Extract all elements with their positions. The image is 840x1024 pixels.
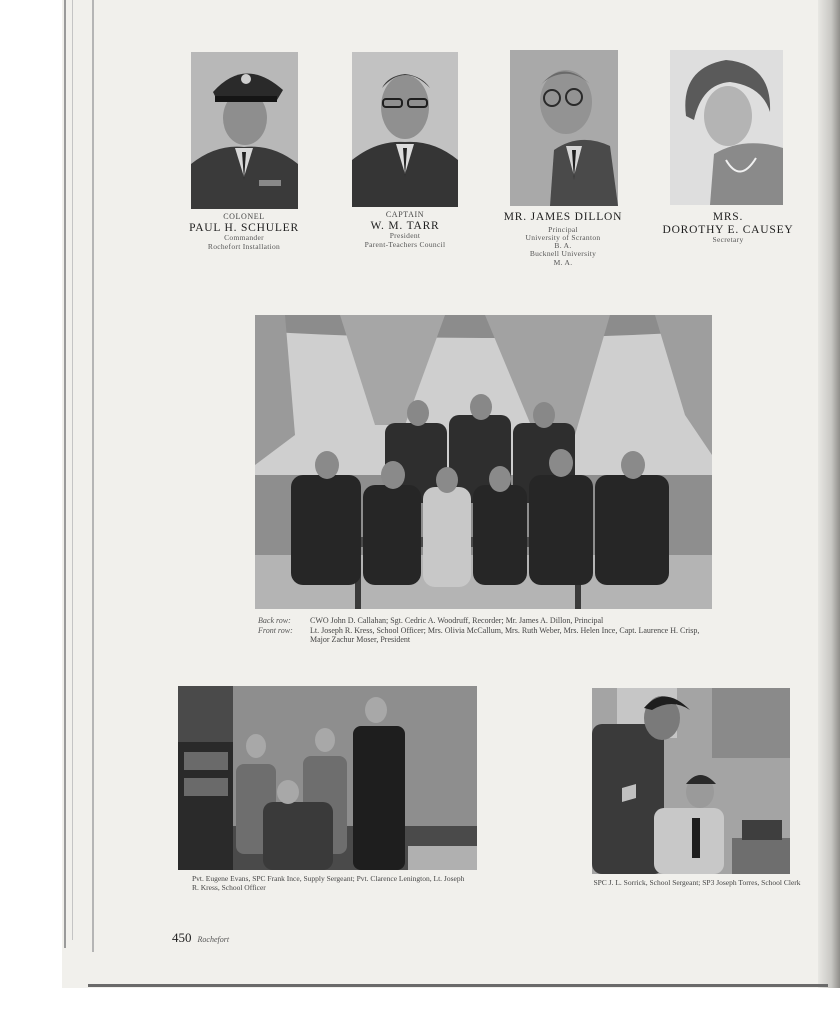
back-row-caption <box>258 616 718 626</box>
portrait-caption-4 <box>656 211 800 245</box>
clerk-photo <box>592 688 790 874</box>
front-row-names: Lt. Joseph R. Kress, School Officer; Mrs. Olivia McCallum, Mrs. Ruth Weber, Mrs. Helen Ince, Capt. Laurence H. Crisp, Major Zachur Moser, President <box>310 625 700 645</box>
portrait-detail: B. A. <box>554 241 572 251</box>
portrait-name: PAUL H. SCHULER <box>189 221 299 234</box>
portrait-detail: Commander <box>224 233 264 243</box>
group-photo-council <box>255 315 712 609</box>
back-row-names: CWO John D. Callahan; Sgt. Cedric A. Woodruff, Recorder; Mr. James A. Dillon, Principal <box>310 616 604 625</box>
gutter-line-inner <box>72 0 73 940</box>
portrait-detail: Principal <box>548 224 578 234</box>
office-photo <box>178 686 477 870</box>
portrait-mr-dillon <box>510 50 618 206</box>
portrait-name: W. M. TARR <box>370 219 440 232</box>
page-footer <box>172 930 229 946</box>
gutter-line-fold <box>92 0 94 952</box>
back-row-label: Back row: <box>258 616 291 625</box>
portrait-rank: CAPTAIN <box>385 210 425 219</box>
portrait-detail: M. A. <box>553 257 573 267</box>
publication-name: Rochefort <box>197 935 230 944</box>
portrait-detail: University of Scranton <box>525 232 601 242</box>
portrait-captain-tarr <box>352 52 458 207</box>
group-photo-caption <box>258 616 718 645</box>
portrait-name: DOROTHY E. CAUSEY <box>662 223 794 236</box>
portrait-colonel-schuler <box>191 52 298 209</box>
portrait-mrs-causey <box>670 50 783 205</box>
portrait-detail: Parent-Teachers Council <box>364 239 446 249</box>
portrait-detail: President <box>389 231 421 241</box>
portrait-rank: COLONEL <box>223 212 265 221</box>
gutter-line <box>64 0 66 948</box>
bottom-rule <box>88 984 828 987</box>
office-photo-caption: Pvt. Eugene Evans, SPC Frank Ince, Supply Sergeant; Pvt. Clarence Lenington, Lt. Joseph R. Kress, School Officer <box>192 874 465 892</box>
portrait-detail: Bucknell University <box>529 249 597 259</box>
portrait-caption-3 <box>498 211 628 267</box>
portrait-caption-1 <box>178 213 310 251</box>
portrait-detail: Rochefort Installation <box>207 241 281 251</box>
page-edge-shadow <box>818 0 840 988</box>
front-row-caption <box>258 626 718 645</box>
portrait-rank: MRS. <box>712 211 744 223</box>
clerk-photo-caption: SPC J. L. Sorrick, School Sergeant; SP3 Joseph Torres, School Clerk <box>593 878 801 887</box>
front-row-label: Front row: <box>258 625 293 635</box>
portrait-name: MR. JAMES DILLON <box>503 211 623 223</box>
portrait-caption-2 <box>340 211 470 249</box>
portrait-detail: Secretary <box>712 235 744 245</box>
page-number: 450 <box>172 930 192 945</box>
